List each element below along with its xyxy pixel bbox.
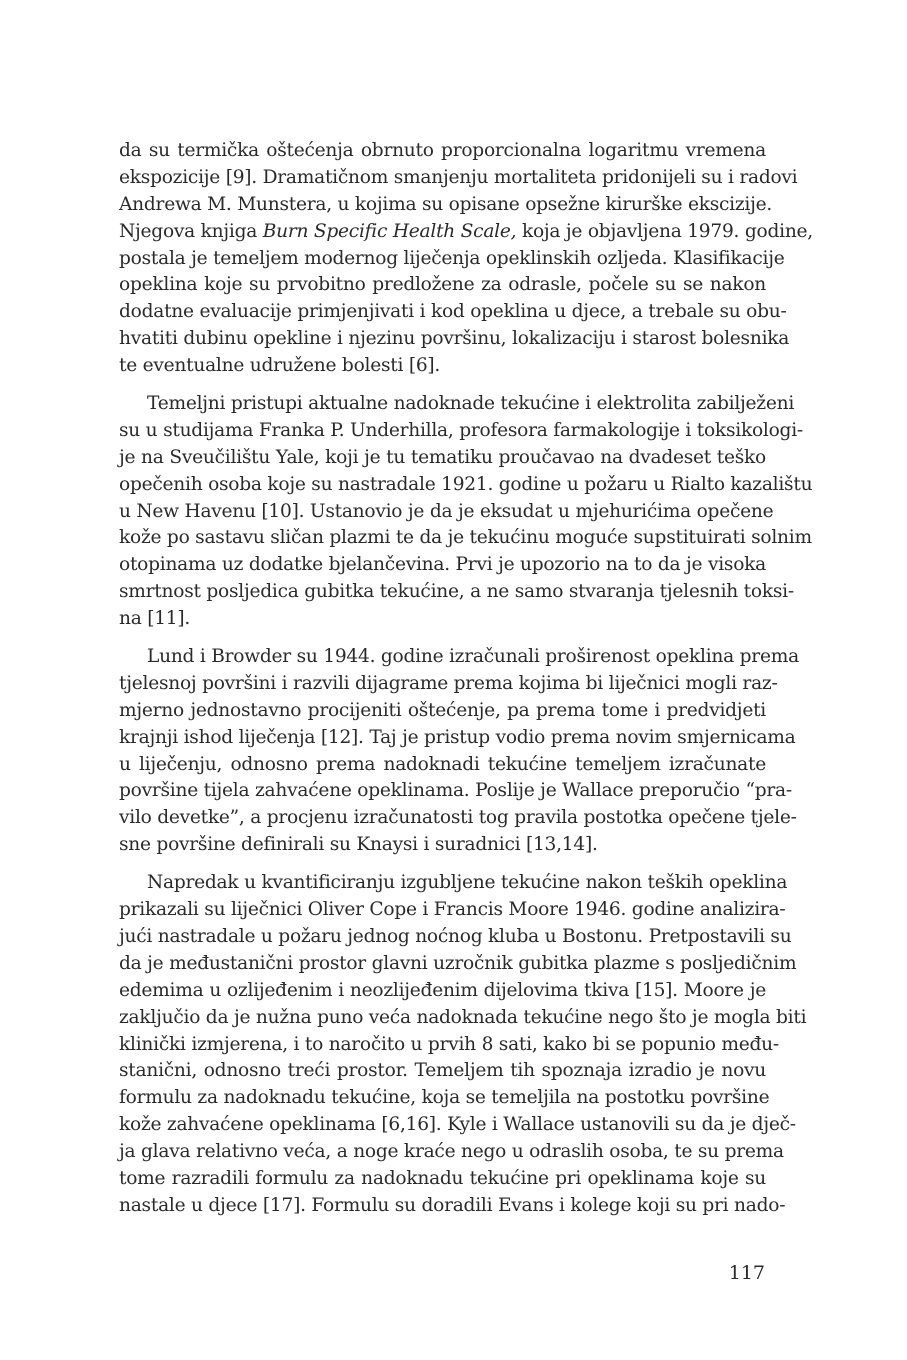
paragraph-1 bbox=[119, 138, 813, 380]
text-line: mjerno jednostavno procijeniti oštećenje, pa prema tome i predvidjeti bbox=[119, 699, 766, 721]
paragraph-4 bbox=[119, 870, 807, 1220]
text-line: edemima u ozlijeđenim i neozlijeđenim dijelovima tkiva [15]. Moore je bbox=[119, 979, 766, 1001]
text-line: stanični, odnosno treći prostor. Temeljem tih spoznaja izradio je novu bbox=[119, 1060, 766, 1082]
text-line: postala je temeljem modernog liječenja opeklinskih ozljeda. Klasifikacije bbox=[119, 247, 785, 269]
text-line: Napredak u kvantificiranju izgubljene tekućine nakon teških opeklina bbox=[147, 872, 788, 894]
text-line: sne površine definirali su Knaysi i suradnici [13,14]. bbox=[119, 834, 598, 856]
book-title: Burn Specific Health Scale, bbox=[262, 220, 517, 242]
text-line: ekspozicije [9]. Dramatičnom smanjenju mortaliteta pridonijeli su i radovi bbox=[119, 166, 798, 188]
text-line: nastale u djece [17]. Formulu su doradili Evans i kolege koji su pri nado- bbox=[119, 1194, 786, 1216]
text-line: Temeljni pristupi aktualne nadoknade tekućine i elektrolita zabilježeni bbox=[147, 393, 795, 415]
text-line: te eventualne udružene bolesti [6]. bbox=[119, 355, 441, 377]
text-line: otopinama uz dodatke bjelančevina. Prvi je upozorio na to da je visoka bbox=[119, 554, 766, 576]
text-line: formulu za nadoknadu tekućine, koja se temeljila na postotku površine bbox=[119, 1087, 770, 1109]
text-line: krajnji ishod liječenja [12]. Taj je pristup vodio prema novim smjernicama bbox=[119, 726, 796, 748]
text-line: ja glava relativno veća, a noge kraće nego u odraslih osoba, te su prema bbox=[119, 1141, 784, 1163]
book-page-text bbox=[119, 138, 813, 1231]
paragraph-2 bbox=[119, 391, 813, 633]
text-line: da su termička oštećenja obrnuto proporcionalna logaritmu vremena bbox=[119, 140, 766, 161]
text-line: opeklina koje su prvobitno predložene za odrasle, počele su se nakon bbox=[119, 274, 766, 296]
text-line: su u studijama Franka P. Underhilla, profesora farmakologije i toksikologi- bbox=[119, 419, 803, 441]
text-line: da je međustanični prostor glavni uzročnik gubitka plazme s posljedičnim bbox=[119, 952, 797, 974]
text-line: klinički izmjerena, i to naročito u prvih 8 sati, kako bi se popunio među- bbox=[119, 1033, 779, 1055]
paragraph-3 bbox=[119, 644, 799, 859]
text-line: tome razradili formulu za nadoknadu tekućine pri opeklinama koje su bbox=[119, 1167, 766, 1189]
page-number: 117 bbox=[728, 1262, 765, 1284]
text-line: Njegova knjiga Burn Specific Health Scale, koja je objavljena 1979. godine, bbox=[119, 220, 813, 242]
text-line: Lund i Browder su 1944. godine izračunali proširenost opeklina prema bbox=[147, 646, 799, 668]
text-line: u New Havenu [10]. Ustanovio je da je eksudat u mjehurićima opečene bbox=[119, 500, 774, 522]
text-line: prikazali su liječnici Oliver Cope i Francis Moore 1946. godine analizira- bbox=[119, 899, 786, 921]
text-line: opečenih osoba koje su nastradale 1921. godine u požaru u Rialto kazalištu bbox=[119, 473, 813, 495]
text-line: dodatne evaluacije primjenjivati i kod opeklina u djece, a trebale su obu- bbox=[119, 301, 787, 323]
text-line: kože po sastavu sličan plazmi te da je tekućinu moguće supstituirati solnim bbox=[119, 527, 812, 549]
text-line: zaključio da je nužna puno veća nadoknada tekućine nego što je mogla biti bbox=[119, 1006, 807, 1028]
text-line: površine tijela zahvaćene opeklinama. Poslije je Wallace preporučio “pra- bbox=[119, 780, 792, 802]
text-line: u liječenju, odnosno prema nadoknadi tekućine temeljem izračunate bbox=[119, 753, 766, 775]
text-line: Andrewa M. Munstera, u kojima su opisane opsežne kirurške ekscizije. bbox=[119, 193, 773, 215]
text-line: tjelesnoj površini i razvili dijagrame prema kojima bi liječnici mogli raz- bbox=[119, 672, 778, 694]
text-line: na [11]. bbox=[119, 608, 191, 630]
text-line: kože zahvaćene opeklinama [6,16]. Kyle i Wallace ustanovili su da je dječ- bbox=[119, 1114, 796, 1136]
text-line: vilo devetke”, a procjenu izračunatosti tog pravila postotka opečene tjele- bbox=[119, 807, 797, 829]
text-line: jući nastradale u požaru jednog noćnog kluba u Bostonu. Pretpostavili su bbox=[119, 925, 792, 947]
text-line: hvatiti dubinu opekline i njezinu površinu, lokalizaciju i starost bolesnika bbox=[119, 328, 790, 350]
text-line: je na Sveučilištu Yale, koji je tu tematiku proučavao na dvadeset teško bbox=[119, 446, 766, 468]
text-line: smrtnost posljedica gubitka tekućine, a ne samo stvaranja tjelesnih toksi- bbox=[119, 581, 794, 603]
